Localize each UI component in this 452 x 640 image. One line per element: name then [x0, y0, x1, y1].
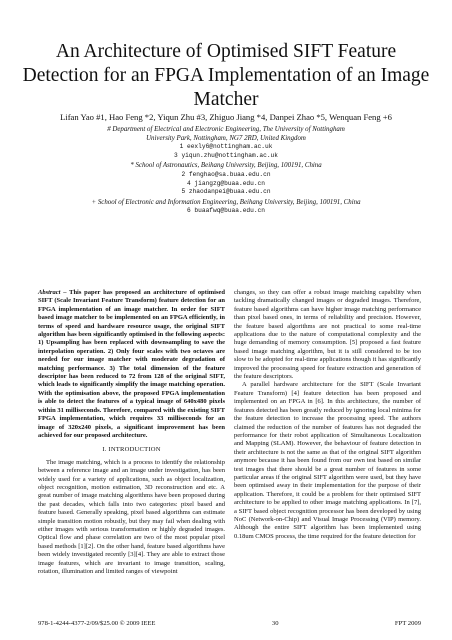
page-number: 30 [271, 620, 279, 627]
conference-label: FPT 2009 [394, 620, 421, 627]
affiliation-line: # Department of Electrical and Electronic Engineering, The University of Nottingham [107, 126, 345, 133]
page-footer [38, 620, 421, 627]
affiliation-line: 6 buaafwq@buaa.edu.cn [187, 207, 265, 215]
affiliation-line: 3 yiqun.zhu@nottingham.ac.uk [174, 151, 278, 159]
affiliation-line: 5 zhaodanpei@buaa.edu.cn [181, 188, 271, 196]
affiliation-line: 4 jiangzg@buaa.edu.cn [187, 179, 265, 187]
affiliation-line: University Park, Nottingham, NG7 2RD, United Kingdom [146, 134, 306, 142]
affiliation-line: * School of Astronautics, Beihang University, Beijing, 100191, China [130, 162, 322, 170]
title-line-2: Detection for an FPGA Implementation of an Image [22, 65, 430, 86]
left-column [38, 289, 225, 576]
paper-title [20, 40, 432, 112]
title-line-3: Matcher [193, 89, 259, 110]
right-column [234, 289, 421, 541]
intro-paragraph-1: The image matching, which is a process to identify the relationship between a reference image and an image under investigation, has been widely used for a variety of applications, such as object localization, object recognition, motion estimation, 3D reconstruction and etc. A great number of image matching algorithms have been proposed during the past decades, which falls into two categories: pixel based and feature based. Generally speaking, pixel based algorithms can estimate simple transition motion robustly, but they may fail when dealing with either images with serious transformation or highly degraded images. Optical flow and phase correlation are two of the most popular pixel based methods [1][2]. On the other hand, feature based algorithms have been widely investigated recently [3][4]. They are able to extract those image features, which are invariant to image transition, scaling, rotation, illumination and limited ranges of viewpoint [38, 458, 225, 575]
intro-paragraph-2: changes, so they can offer a robust image matching capability when tackling dramatically changed images or degraded images. Therefore, feature based algorithms can have higher image matching performance than pixel based ones, in terms of reliability and precision. However, the feature based algorithms are not practical to some real-time applications due to the nature of computational complexity and the huge demanding of memory consumption. [5] proposed a fast feature based image matching algorithm, but it is still considered to be too slow to be adopted for real-time applications though it has significantly improved the processing speed for feature extraction and generation of the feature descriptors. [234, 289, 421, 381]
affiliations [20, 126, 432, 216]
section-heading-introduction: I. INTRODUCTION [102, 446, 161, 454]
abstract [38, 289, 225, 440]
intro-paragraph-3: A parallel hardware architecture for the SIFT (Scale Invariant Feature Transform) [4] feature detection has been proposed and implemented on an FPGA in [6]. In this architecture, the number of features detected has been greatly reduced by ignoring local minima for the feature detection to increase the processing speed. The authors claimed the reduction of the number of features has not degraded the performance for their robot application of Simultaneous Localization and Mapping (SLAM). However, the behaviour of feature detection in their architecture is not the same as that of the original SIFT algorithm anymore because it has been found from our own test based on similar test images that there should be a great number of features in some particular areas if the original SIFT algorithm were used, but they have been optimised away in their implementation for the purpose of their application. Therefore, it could be a problem for their optimised SIFT architecture to be applied to other image matching applications. In [7], a SIFT based object recognition processor has been developed by using NoC (Network-on-Chip) and Visual Image Processing (VIP) memory. Although the entire SIFT algorithm has been implemented using 0.18um CMOS process, the time required for the feature detection for [234, 381, 421, 540]
title-line-1: An Architecture of Optimised SIFT Feature [55, 41, 397, 62]
abstract-text: – This paper has proposed an architecture of optimised SIFT (Scale Invariant Feature Transform) feature detection for an FPGA implementation of an image matcher. In order for SIFT based image matcher to be implemented on an FPGA efficiently, in terms of speed and hardware resource usage, the original SIFT algorithm has been significantly optimised in the following aspects: 1) Upsampling has been replaced with downsampling to save the interpolation operation. 2) Only four scales with two octaves are needed for our image matcher with moderate degradation of matching performance. 3) The total dimension of the feature descriptor has been reduced to 72 from 128 of the original SIFT, which leads to significantly simplify the image matching operation. With the optimisation above, the proposed FPGA implementation is able to detect the features of a typical image of 640x480 pixels within 31 milliseconds. Therefore, compared with the existing SIFT FPGA implementation, which requires 33 milliseconds for an image of 320x240 pixels, a significant improvement has been achieved for our proposed architecture. [38, 289, 225, 439]
affiliation-line: + School of Electronic and Information Engineering, Beihang University, Beijing, 100191, China [91, 198, 361, 206]
abstract-label: Abstract [38, 289, 61, 296]
affiliation-line: 2 fenghao@sa.buaa.edu.cn [181, 170, 271, 178]
affiliation-line: 1 eexly6@nottingham.ac.uk [179, 143, 273, 151]
footer-copyright: 978-1-4244-4377-2/09/$25.00 © 2009 IEEE [38, 620, 156, 627]
author-list: Lifan Yao #1, Hao Feng *2, Yiqun Zhu #3, Zhiguo Jiang *4, Danpei Zhao *5, Wenquan Feng +6 [60, 112, 392, 122]
